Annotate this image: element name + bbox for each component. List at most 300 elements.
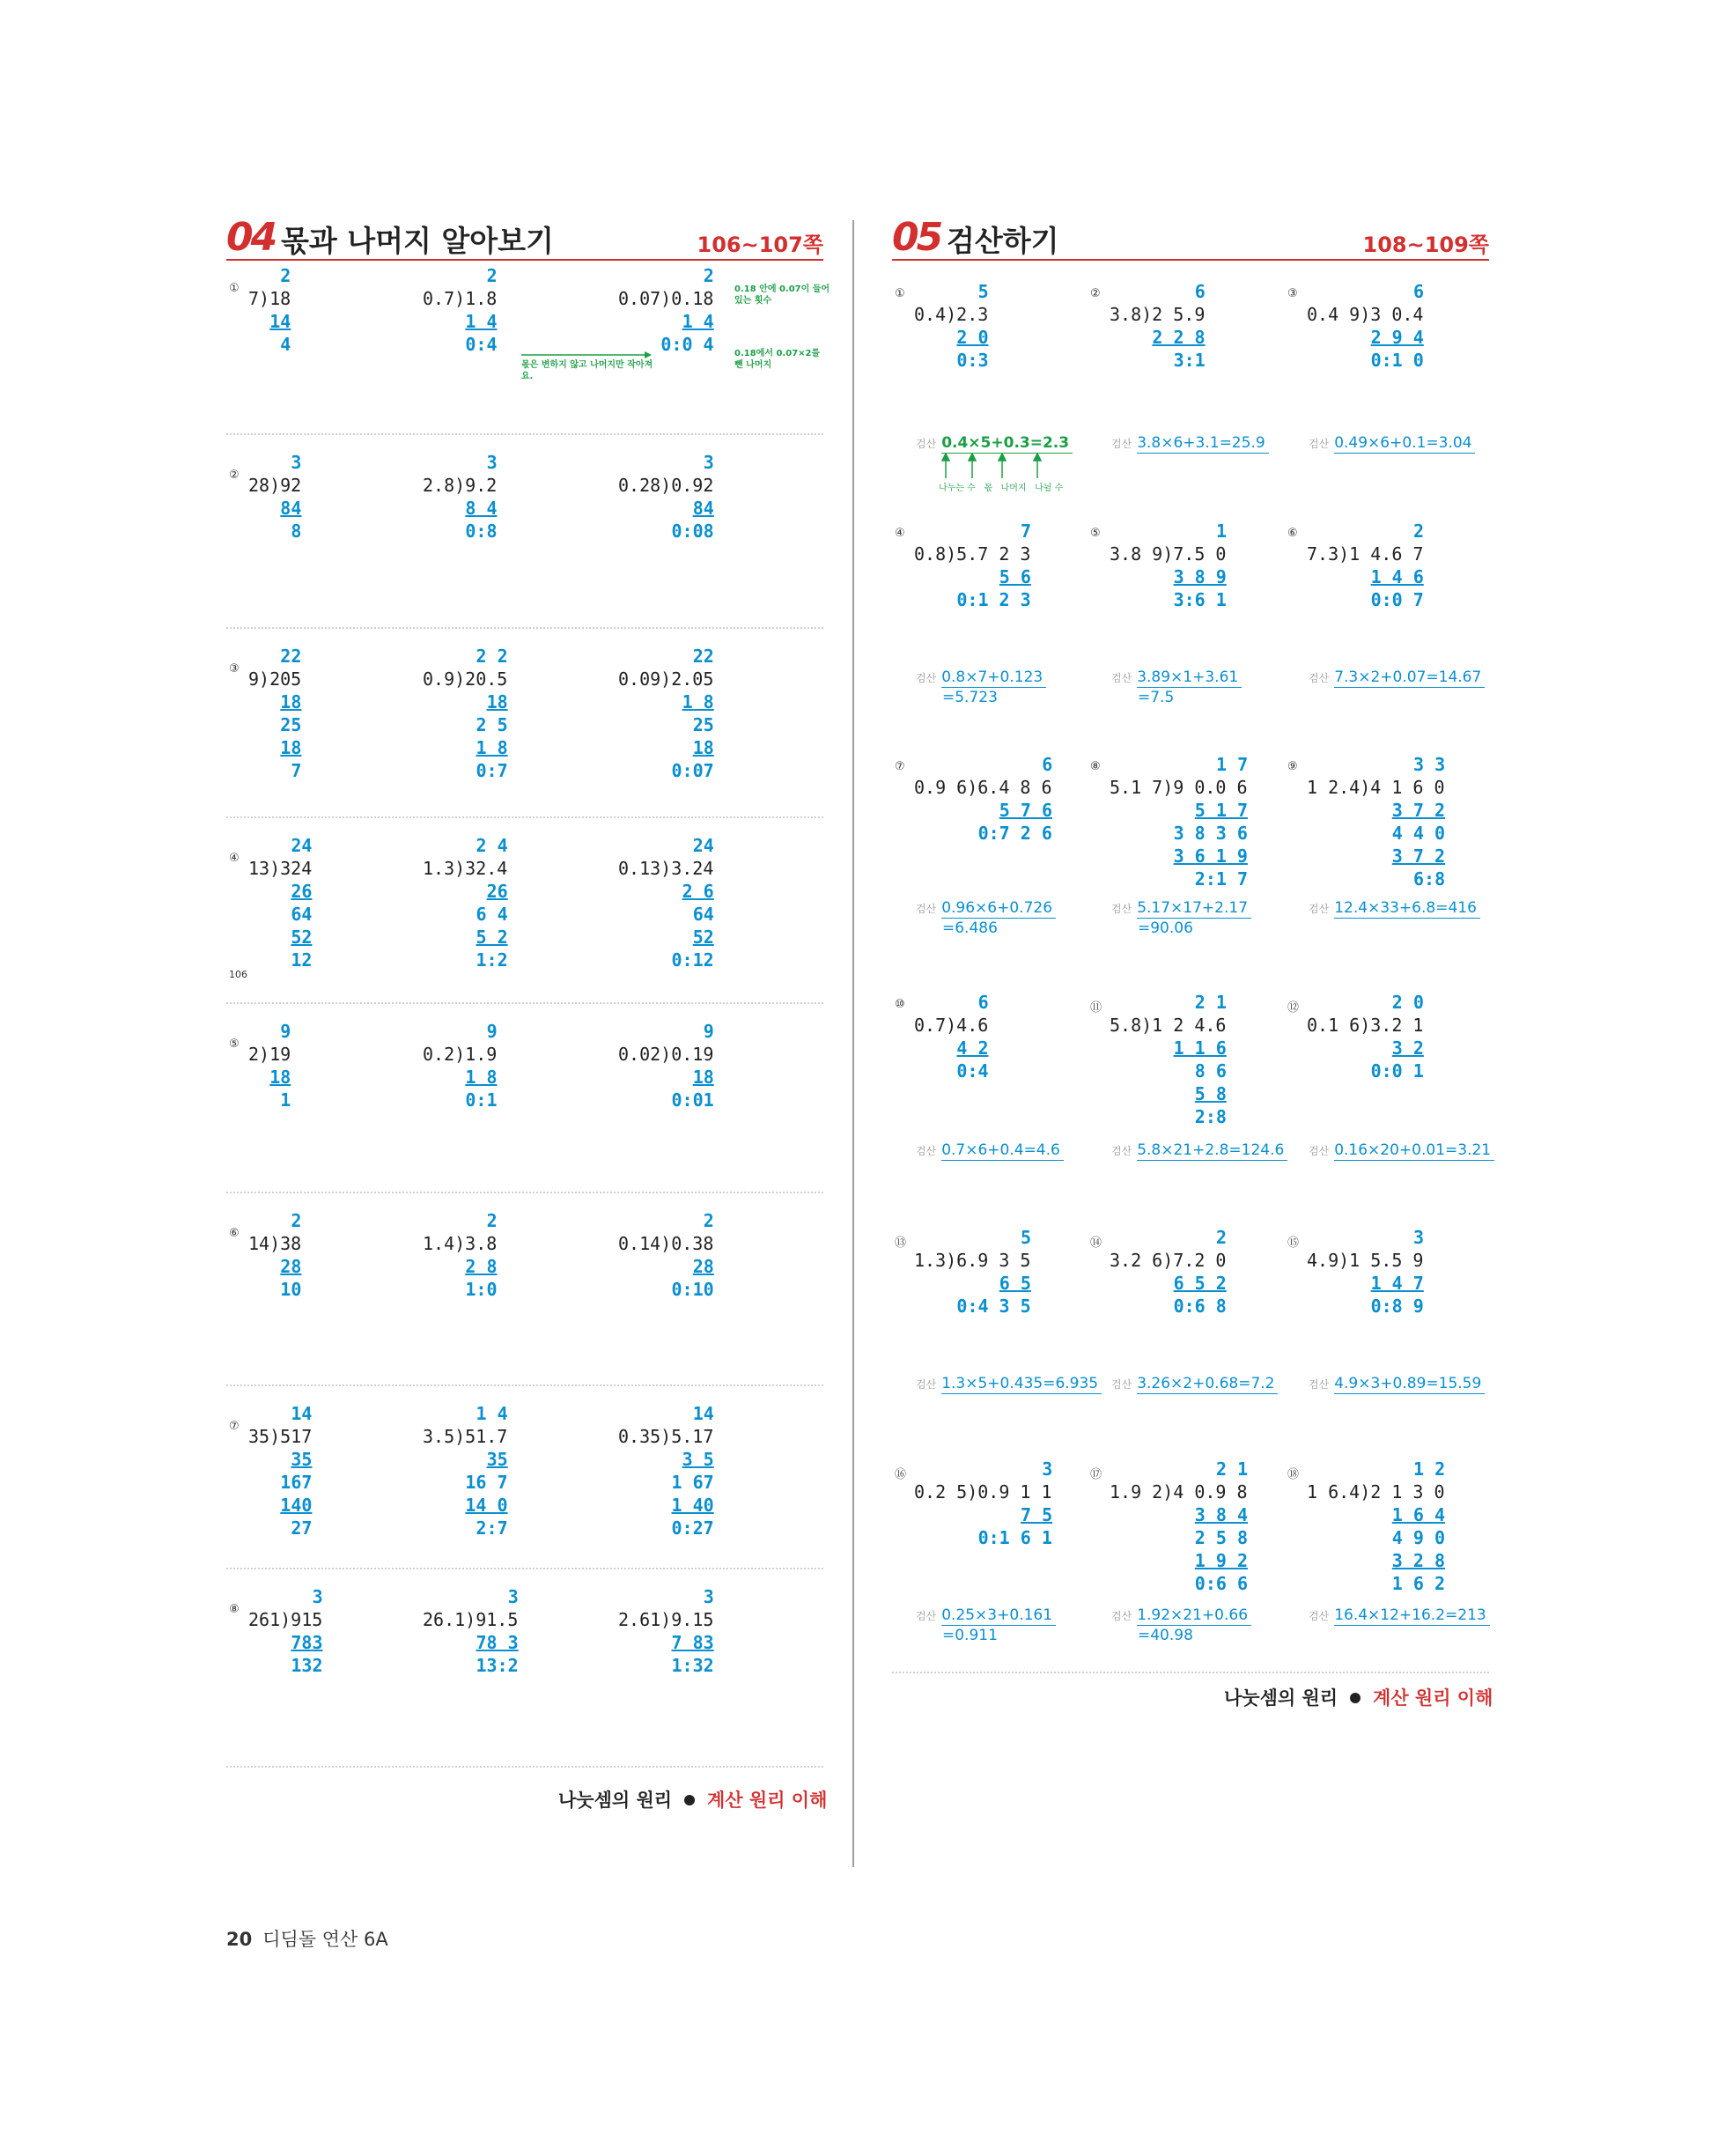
long-division — [618, 1585, 714, 1677]
long-division — [618, 451, 714, 543]
work-step: 18 — [280, 691, 302, 713]
work-step: 0:0 1 — [1370, 1060, 1424, 1082]
footer-topic: 나눗셈의 원리 — [558, 1790, 673, 1811]
work-step: 6 5 2 — [1173, 1273, 1227, 1294]
work-step: 0:6 8 — [1173, 1296, 1227, 1317]
work-step: 3:6 1 — [1173, 589, 1227, 610]
work-step: 0:3 — [956, 350, 989, 371]
check-label: 검산 — [1111, 1378, 1132, 1391]
annotation-note-3: 몫은 변하지 않고 나머지만 작아져요. — [521, 360, 653, 381]
check-result: =7.5 — [1138, 689, 1175, 706]
long-division — [423, 264, 498, 356]
division-expression: 0.09)2.05 — [618, 668, 714, 690]
quotient: 3 — [312, 1586, 323, 1607]
problem-number: ⑥ — [229, 1227, 240, 1240]
work-step: 0:4 — [956, 1060, 989, 1082]
check-equation: 4.9×3+0.89=15.59 — [1334, 1374, 1485, 1394]
check-equation: 0.7×6+0.4=4.6 — [941, 1141, 1064, 1161]
work-step: 84 — [280, 498, 302, 519]
check-equation: 1.92×21+0.66 — [1137, 1606, 1251, 1626]
work-step: 0:10 — [671, 1279, 714, 1300]
work-step: 7 5 — [1021, 1504, 1053, 1525]
check-expression — [916, 1141, 1064, 1161]
check-equation: 5.17×17+2.17 — [1137, 898, 1251, 919]
long-division — [248, 1585, 323, 1677]
work-step: 4 9 0 — [1391, 1527, 1446, 1548]
work-step: 8 6 — [1194, 1060, 1227, 1082]
side-page-number: 106 — [229, 969, 247, 980]
problem-number: ② — [229, 469, 240, 482]
check-expression — [1111, 1606, 1251, 1645]
work-step: 0:27 — [671, 1517, 714, 1539]
quotient: 3 — [1042, 1458, 1053, 1480]
quotient: 6 — [1413, 281, 1425, 302]
check-label: 검산 — [916, 672, 937, 684]
long-division — [1307, 991, 1424, 1082]
work-step: 10 — [280, 1279, 302, 1300]
bullet-icon — [1350, 1693, 1361, 1703]
work-step: 16 7 — [465, 1472, 508, 1493]
quotient: 22 — [280, 646, 302, 667]
long-division — [914, 1458, 1052, 1549]
division-expression: 1 6.4)2 1 3 0 — [1307, 1481, 1445, 1503]
division-expression: 35)517 — [248, 1426, 313, 1447]
problem-number: ⑭ — [1090, 1237, 1102, 1250]
division-expression: 1.3)32.4 — [423, 858, 508, 879]
division-expression: 3.8 9)7.5 0 — [1110, 543, 1227, 565]
work-step: 3 7 2 — [1391, 845, 1446, 867]
work-step: 5 2 — [476, 927, 508, 948]
check-result: =40.98 — [1138, 1627, 1193, 1644]
work-step: 0:1 0 — [1370, 350, 1424, 371]
work-step: 4 — [280, 334, 291, 355]
quotient: 1 7 — [1216, 754, 1249, 775]
work-step: 26 — [291, 881, 313, 902]
work-step: 1 — [280, 1089, 291, 1111]
check-label: 검산 — [1309, 1145, 1330, 1157]
long-division — [423, 834, 508, 971]
long-division — [914, 753, 1052, 845]
long-division — [248, 1020, 291, 1111]
long-division — [1110, 1226, 1227, 1318]
check-expression — [1309, 668, 1485, 688]
page-number: 20 — [226, 1929, 253, 1950]
problem-number: ⑮ — [1287, 1237, 1300, 1250]
check-expression — [1111, 898, 1251, 938]
long-division — [1110, 280, 1206, 372]
division-expression: 0.02)0.19 — [618, 1044, 714, 1065]
work-step: 167 — [280, 1472, 313, 1493]
work-step: 35 — [486, 1449, 508, 1470]
division-expression: 0.9)20.5 — [423, 668, 508, 690]
work-step: 3 8 9 — [1173, 566, 1227, 587]
quotient: 2 2 — [476, 646, 508, 667]
quotient: 14 — [692, 1403, 714, 1424]
check-expression — [1309, 1606, 1490, 1626]
quotient: 2 — [1216, 1227, 1228, 1248]
check-expression — [1111, 1141, 1287, 1161]
section-pages: 108~109쪽 — [1362, 233, 1489, 257]
annotation-note-2: 0.18에서 0.07×2를 뺀 나머지 — [734, 349, 821, 370]
work-step: 14 — [269, 311, 291, 332]
problem-number: ⑩ — [895, 998, 905, 1011]
check-equation: 7.3×2+0.07=14.67 — [1334, 668, 1485, 688]
long-division — [248, 264, 291, 356]
long-division — [1307, 520, 1424, 611]
problem-number: ⑬ — [895, 1237, 907, 1250]
division-expression: 7.3)1 4.6 7 — [1307, 543, 1424, 565]
work-step: 3 5 — [682, 1449, 714, 1470]
quotient: 24 — [291, 835, 313, 856]
work-step: 64 — [692, 904, 714, 925]
work-step: 0:8 9 — [1370, 1296, 1424, 1317]
work-step: 1 6 4 — [1391, 1504, 1446, 1525]
work-step: 140 — [280, 1495, 313, 1516]
check-equation: 3.89×1+3.61 — [1137, 668, 1242, 688]
work-step: 1 40 — [671, 1495, 714, 1516]
work-step: 1 8 — [682, 691, 714, 713]
division-expression: 28)92 — [248, 475, 302, 496]
work-step: 1 4 — [465, 311, 498, 332]
work-step: 2:8 — [1194, 1106, 1227, 1127]
work-step: 78 3 — [476, 1632, 519, 1653]
division-expression: 0.35)5.17 — [618, 1426, 714, 1447]
check-label: 검산 — [1111, 903, 1132, 915]
division-expression: 1.4)3.8 — [423, 1233, 498, 1254]
division-expression: 0.1 6)3.2 1 — [1307, 1015, 1424, 1036]
quotient: 2 — [486, 265, 498, 286]
quotient: 6 — [977, 992, 989, 1013]
work-step: 0:1 2 3 — [956, 589, 1031, 610]
quotient: 2 1 — [1194, 992, 1227, 1013]
work-step: 3 8 3 6 — [1173, 823, 1248, 844]
check-label: 검산 — [1309, 903, 1330, 915]
work-step: 2:1 7 — [1194, 868, 1249, 890]
quotient: 2 4 — [476, 835, 508, 856]
left-footer — [558, 1786, 827, 1813]
problem-number: ⑰ — [1090, 1468, 1102, 1481]
section-header-04 — [226, 217, 823, 261]
check-expression — [1309, 433, 1475, 454]
check-label: 검산 — [916, 438, 937, 450]
work-step: 3 2 8 — [1391, 1550, 1446, 1571]
long-division — [914, 991, 989, 1082]
work-step: 52 — [291, 927, 313, 948]
division-expression: 2.61)9.15 — [618, 1609, 714, 1630]
division-expression: 13)324 — [248, 858, 313, 879]
problem-number: ⑪ — [1090, 1001, 1102, 1015]
division-expression: 1.3)6.9 3 5 — [914, 1250, 1031, 1271]
problem-number: ⑱ — [1287, 1468, 1300, 1481]
long-division — [1110, 991, 1227, 1128]
division-expression: 5.1 7)9 0.0 6 — [1110, 777, 1248, 798]
division-expression: 2)19 — [248, 1044, 291, 1065]
quotient: 3 — [703, 452, 714, 473]
problem-number: ⑤ — [1090, 527, 1101, 540]
work-step: 27 — [291, 1517, 313, 1539]
check-label: 검산 — [1111, 672, 1132, 684]
check-equation: 0.4×5+0.3=2.3 — [941, 433, 1073, 454]
work-step: 18 — [269, 1067, 291, 1088]
work-step: 2:7 — [476, 1517, 508, 1539]
quotient: 2 0 — [1391, 992, 1424, 1013]
check-expression — [1111, 433, 1269, 454]
work-step: 8 — [291, 521, 302, 542]
green-arrow — [521, 351, 653, 359]
work-step: 0:8 — [465, 521, 498, 542]
section-number: 05 — [892, 215, 941, 260]
division-expression: 26.1)91.5 — [423, 1609, 519, 1630]
division-expression: 0.9 6)6.4 8 6 — [914, 777, 1052, 798]
long-division — [914, 520, 1031, 611]
long-division — [248, 451, 301, 543]
check-expression — [1309, 1374, 1485, 1394]
division-expression: 4.9)1 5.5 9 — [1307, 1250, 1424, 1271]
quotient: 2 1 — [1216, 1458, 1249, 1480]
division-expression: 0.7)4.6 — [914, 1015, 989, 1036]
work-step: 6:8 — [1413, 868, 1446, 890]
work-step: 1:32 — [671, 1655, 714, 1676]
book-title: 디딤돌 연산 6A — [262, 1929, 388, 1950]
work-step: 5 6 — [999, 566, 1031, 587]
work-step: 7 83 — [671, 1632, 714, 1653]
division-expression: 3.2 6)7.2 0 — [1110, 1250, 1227, 1271]
division-expression: 1.9 2)4 0.9 8 — [1110, 1481, 1248, 1503]
quotient: 2 — [486, 1210, 498, 1231]
division-expression: 0.8)5.7 2 3 — [914, 543, 1031, 565]
check-label: 검산 — [1309, 1378, 1330, 1391]
check-label: 검산 — [1111, 438, 1132, 450]
problem-number: ① — [895, 287, 905, 300]
work-step: 7 — [291, 760, 302, 781]
column-divider — [852, 220, 854, 1867]
long-division — [618, 1020, 714, 1111]
check-expression — [916, 668, 1046, 707]
long-division — [1307, 1226, 1424, 1318]
quotient: 3 — [507, 1586, 519, 1607]
work-step: 783 — [291, 1632, 323, 1653]
work-step: 0:1 — [465, 1089, 498, 1111]
work-step: 5 7 6 — [999, 800, 1053, 821]
quotient: 9 — [486, 1021, 498, 1042]
work-step: 2 0 — [956, 327, 989, 348]
division-expression: 5.8)1 2 4.6 — [1110, 1015, 1227, 1036]
divider — [226, 1568, 823, 1569]
work-step: 14 0 — [465, 1495, 508, 1516]
work-step: 2 9 4 — [1370, 327, 1424, 348]
problem-number: ① — [229, 282, 240, 295]
check-expression — [916, 1374, 1102, 1394]
long-division — [423, 645, 508, 782]
work-step: 0:07 — [671, 760, 714, 781]
quotient: 2 — [291, 1210, 302, 1231]
division-expression: 0.14)0.38 — [618, 1233, 714, 1254]
work-step: 6 4 — [476, 904, 508, 925]
quotient: 9 — [280, 1021, 291, 1042]
work-step: 0:12 — [671, 949, 714, 971]
long-division — [618, 645, 714, 782]
check-expression — [916, 433, 1073, 454]
quotient: 3 — [1413, 1227, 1425, 1248]
work-step: 1 4 6 — [1370, 566, 1424, 587]
work-step: 1 1 6 — [1173, 1037, 1227, 1059]
quotient: 2 — [703, 1210, 714, 1231]
work-step: 0:0 4 — [660, 334, 714, 355]
quotient: 9 — [703, 1021, 714, 1042]
work-step: 2 5 8 — [1194, 1527, 1249, 1548]
check-label: 검산 — [916, 903, 937, 915]
footer-category: 계산 원리 이해 — [1373, 1687, 1493, 1709]
long-division — [423, 1020, 498, 1111]
work-step: 1 9 2 — [1194, 1550, 1249, 1571]
check-expression — [1111, 668, 1242, 707]
problem-number: ⑤ — [229, 1037, 240, 1051]
problem-number: ③ — [229, 662, 240, 676]
problem-number: ⑥ — [1287, 527, 1298, 540]
problem-number: ⑦ — [895, 760, 905, 773]
divider — [226, 1766, 823, 1768]
problem-number: ④ — [229, 852, 240, 865]
work-step: 18 — [486, 691, 508, 713]
work-step: 1:2 — [476, 949, 508, 971]
check-equation: 5.8×21+2.8=124.6 — [1137, 1141, 1287, 1161]
check-label: 검산 — [1309, 438, 1330, 450]
work-step: 18 — [692, 737, 714, 758]
long-division — [1307, 280, 1424, 372]
quotient: 3 — [703, 1586, 714, 1607]
long-division — [248, 1402, 312, 1539]
check-equation: 3.26×2+0.68=7.2 — [1137, 1374, 1278, 1394]
work-step: 13:2 — [476, 1655, 519, 1676]
work-step: 0:08 — [671, 521, 714, 542]
division-expression: 0.2 5)0.9 1 1 — [914, 1481, 1052, 1503]
long-division — [618, 1209, 714, 1301]
bullet-icon — [684, 1795, 695, 1805]
work-step: 1 8 — [476, 737, 508, 758]
work-step: 1 6 2 — [1391, 1573, 1446, 1594]
work-step: 26 — [486, 881, 508, 902]
division-expression: 14)38 — [248, 1233, 302, 1254]
check-result: =6.486 — [942, 919, 998, 937]
work-step: 4 2 — [956, 1037, 989, 1059]
quotient: 7 — [1021, 521, 1032, 542]
division-expression: 261)915 — [248, 1609, 323, 1630]
check-result: =0.911 — [942, 1627, 998, 1644]
long-division — [248, 834, 312, 971]
quotient: 1 — [1216, 521, 1228, 542]
check-equation: 12.4×33+6.8=416 — [1334, 898, 1480, 919]
work-step: 12 — [291, 949, 313, 971]
division-expression: 0.13)3.24 — [618, 858, 714, 879]
long-division — [914, 280, 989, 372]
division-expression: 0.7)1.8 — [423, 288, 498, 309]
work-step: 4 4 0 — [1391, 823, 1446, 844]
check-label: 검산 — [1111, 1610, 1132, 1622]
long-division — [248, 1209, 301, 1301]
quotient: 3 3 — [1413, 754, 1446, 775]
check-expression — [1309, 898, 1480, 919]
footer-category: 계산 원리 이해 — [707, 1790, 828, 1811]
work-step: 3 6 1 9 — [1173, 845, 1248, 867]
quotient: 6 — [1042, 754, 1053, 775]
long-division — [423, 1585, 519, 1677]
right-footer — [1224, 1684, 1493, 1710]
long-division — [914, 1226, 1031, 1318]
work-step: 0:4 3 5 — [956, 1296, 1031, 1317]
check-expression — [916, 1606, 1056, 1645]
work-step: 5 1 7 — [1194, 800, 1249, 821]
section-title: 몫과 나머지 알아보기 — [281, 224, 554, 258]
section-number: 04 — [226, 215, 276, 260]
division-expression: 3.5)51.7 — [423, 1426, 508, 1447]
work-step: 0:01 — [671, 1089, 714, 1111]
work-step: 28 — [280, 1256, 302, 1277]
problem-number: ⑧ — [1090, 760, 1101, 773]
work-step: 35 — [291, 1449, 313, 1470]
footer-topic: 나눗셈의 원리 — [1224, 1687, 1338, 1709]
work-step: 5 8 — [1194, 1083, 1227, 1104]
section-pages: 106~107쪽 — [697, 233, 823, 257]
work-step: 132 — [291, 1655, 323, 1676]
divider — [226, 1002, 823, 1004]
quotient: 3 — [486, 452, 498, 473]
check-label: 검산 — [916, 1145, 937, 1157]
division-expression: 0.4)2.3 — [914, 304, 989, 325]
long-division — [1110, 1458, 1248, 1595]
long-division — [1307, 753, 1445, 890]
work-step: 8 4 — [465, 498, 498, 519]
work-step: 3:1 — [1173, 350, 1206, 371]
check-equation: 3.8×6+3.1=25.9 — [1137, 433, 1268, 454]
work-step: 0:7 2 6 — [977, 823, 1052, 844]
annotation-note-1: 0.18 안에 0.07이 들어 있는 횟수 — [734, 284, 830, 306]
long-division — [1110, 520, 1227, 611]
long-division — [423, 1209, 498, 1301]
check-equation: 1.3×5+0.435=6.935 — [941, 1374, 1102, 1394]
long-division — [618, 1402, 714, 1539]
check-expression — [1111, 1374, 1278, 1394]
work-step: 18 — [280, 737, 302, 758]
problem-number: ⑦ — [229, 1420, 240, 1433]
check-equation: 16.4×12+16.2=213 — [1334, 1606, 1490, 1626]
work-step: 1:0 — [465, 1279, 498, 1300]
work-step: 0:6 6 — [1194, 1573, 1249, 1594]
division-expression: 7)18 — [248, 288, 291, 309]
check-part-labels: 나누는 수 몫 나머지 나뉠 수 — [939, 484, 1064, 493]
quotient: 6 — [1194, 281, 1206, 302]
work-step: 0:7 — [476, 760, 508, 781]
check-label: 검산 — [1111, 1145, 1132, 1157]
check-equation: 0.49×6+0.1=3.04 — [1334, 433, 1475, 454]
work-step: 25 — [692, 714, 714, 735]
problem-number: ③ — [1287, 287, 1298, 300]
check-label: 검산 — [1309, 1610, 1330, 1622]
check-label: 검산 — [916, 1378, 937, 1391]
divider — [226, 433, 823, 435]
problem-number: ⑧ — [229, 1603, 240, 1616]
check-equation: 0.16×20+0.01=3.21 — [1334, 1141, 1494, 1161]
division-expression: 2.8)9.2 — [423, 475, 498, 496]
quotient: 14 — [291, 1403, 313, 1424]
long-division — [1110, 753, 1248, 890]
quotient: 1 4 — [476, 1403, 508, 1424]
check-equation: 0.8×7+0.123 — [941, 668, 1046, 688]
work-step: 1 4 — [682, 311, 714, 332]
problem-number: ⑨ — [1287, 760, 1298, 773]
problem-number: ② — [1090, 287, 1101, 300]
check-label: 검산 — [916, 1610, 937, 1622]
work-step: 3 2 — [1391, 1037, 1424, 1059]
